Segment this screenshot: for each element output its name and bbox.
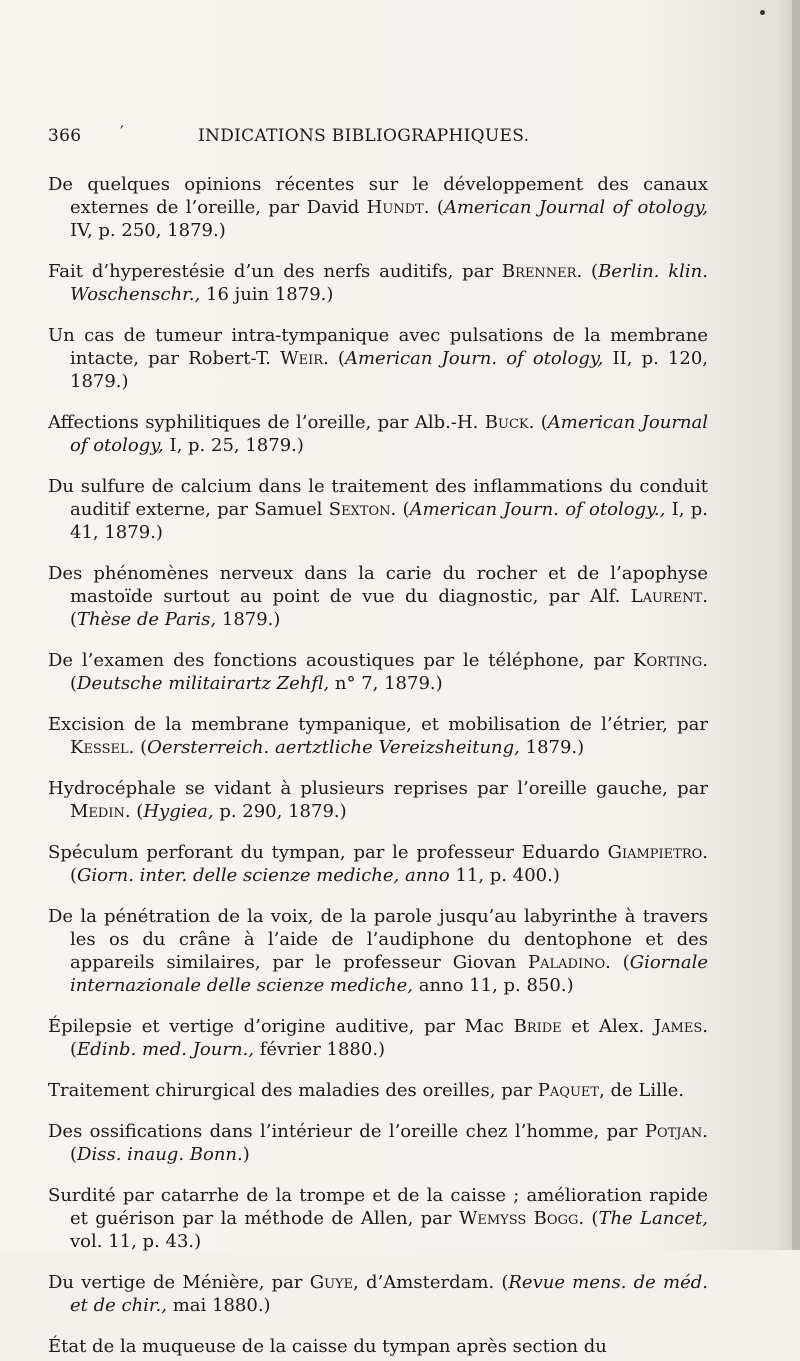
bibliography-entry: Épilepsie et vertige d’origine auditive, par Mac Bride et Alex. James. (Edinb. med. Journ., février 1880.) <box>48 1016 708 1060</box>
bibliography-entry: Du sulfure de calcium dans le traitement des inflammations du conduit auditif externe, par Samuel Sexton. (American Journ. of otology., I, p. 41, 1879.) <box>48 476 708 543</box>
bibliography-entry: Spéculum perforant du tympan, par le professeur Eduardo Giampietro. (Giorn. inter. delle scienze mediche, anno 11, p. 400.) <box>48 842 708 886</box>
bibliography-entry: Surdité par catarrhe de la trompe et de la caisse ; amélioration rapide et guérison par la méthode de Allen, par Wemyss Bogg. (The Lancet, vol. 11, p. 43.) <box>48 1185 708 1252</box>
bibliography-entry: Traitement chirurgical des maladies des oreilles, par Paquet, de Lille. <box>48 1080 684 1101</box>
header-mark: ′ <box>120 123 125 143</box>
bibliography-entry: Des ossifications dans l’intérieur de l’oreille chez l’homme, par Potjan. (Diss. inaug. Bonn.) <box>48 1121 708 1165</box>
header-title: INDICATIONS BIBLIOGRAPHIQUES. <box>198 126 530 146</box>
bibliography-entry: Un cas de tumeur intra-tympanique avec pulsations de la membrane intacte, par Robert-T. Weir. (American Journ. of otology, II, p. 120, 1879.) <box>48 325 709 392</box>
bibliography-entry: Affections syphilitiques de l’oreille, par Alb.-H. Buck. (American Journal of otology, I, p. 25, 1879.) <box>48 412 709 456</box>
bibliography-entry: De l’examen des fonctions acoustiques par le téléphone, par Korting. (Deutsche militairartz Zehfl, n° 7, 1879.) <box>48 650 708 694</box>
bibliography-entry: De quelques opinions récentes sur le développement des canaux externes de l’oreille, par David Hundt. (American Journal of otology, IV, p. 250, 1879.) <box>48 174 709 241</box>
ink-dot <box>760 10 765 15</box>
bibliography-entry: Des phénomènes nerveux dans la carie du rocher et de l’apophyse mastoïde surtout au point de vue du diagnostic, par Alf. Laurent. (Thèse de Paris, 1879.) <box>48 563 708 630</box>
bibliography-entry: Excision de la membrane tympanique, et mobilisation de l’étrier, par Kessel. (Oersterreich. aertztliche Vereizsheitung, 1879.) <box>48 714 708 758</box>
bibliography-entry: Hydrocéphale se vidant à plusieurs reprises par l’oreille gauche, par Medin. (Hygiea, p. 290, 1879.) <box>48 778 708 822</box>
bibliography-list <box>48 155 708 1361</box>
bibliography-entry: État de la muqueuse de la caisse du tympan après section du <box>48 1336 607 1357</box>
bibliography-entry: De la pénétration de la voix, de la parole jusqu’au labyrinthe à travers les os du crâne à l’aide de l’audiphone du dentophone et des appareils similaires, par le professeur Giovan Paladino. (Giornale internazionale delle scienze mediche, anno 11, p. 850.) <box>48 906 708 996</box>
bibliography-entry: Du vertige de Ménière, par Guye, d’Amsterdam. (Revue mens. de méd. et de chir., mai 1880.) <box>48 1272 708 1316</box>
page-number: 366 <box>48 126 82 146</box>
bibliography-entry: Fait d’hyperestésie d’un des nerfs auditifs, par Brenner. (Berlin. klin. Woschenschr., 16 juin 1879.) <box>48 261 708 305</box>
page-edge-shadow <box>792 0 800 1250</box>
